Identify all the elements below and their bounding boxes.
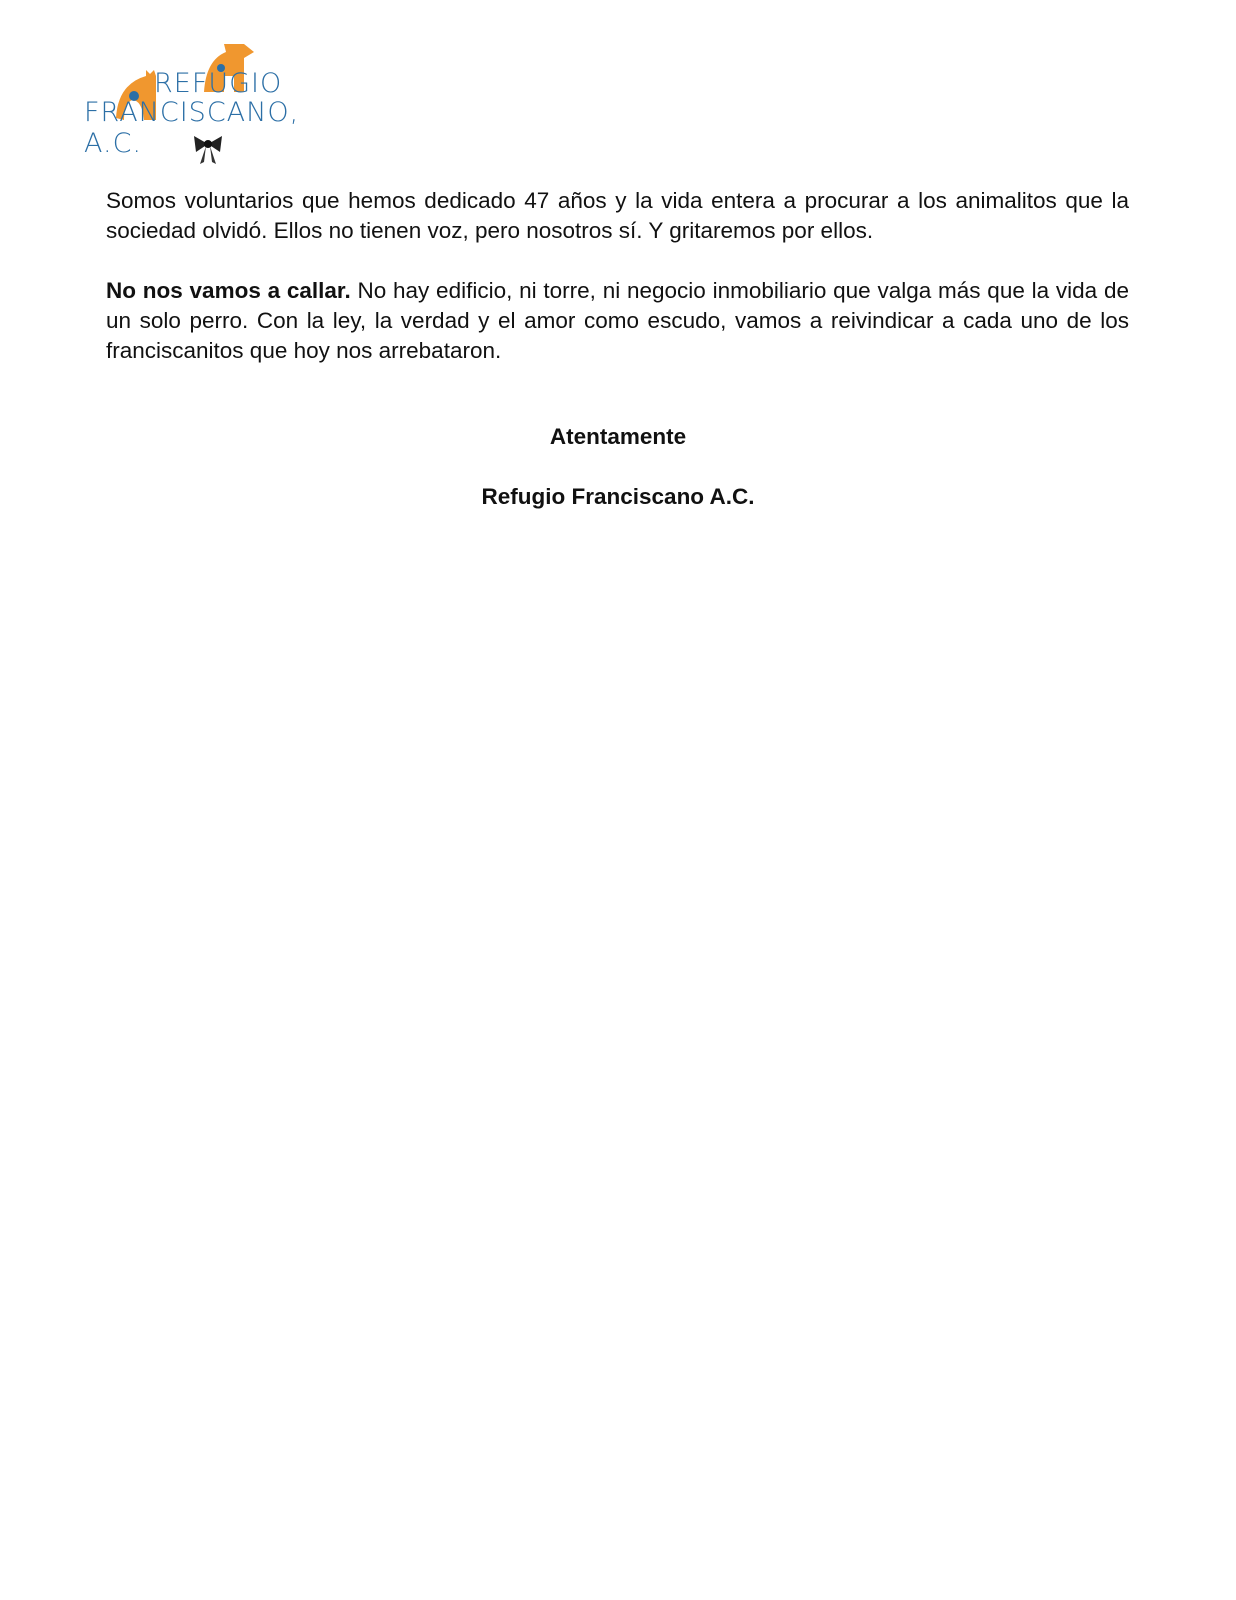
paragraph-1 <box>106 186 1129 246</box>
closing: Atentamente <box>549 424 687 449</box>
refugio-franciscano-logo <box>84 40 354 170</box>
logo-line1: REFUGIO <box>154 68 283 99</box>
letter-body <box>106 186 1129 396</box>
paragraph-2 <box>106 276 1129 366</box>
paragraph-1-text: Somos voluntarios que hemos dedicado 47 años y la vida entera a procurar a los animalitos que la sociedad olvidó. Ellos no tienen voz, pero nosotros sí. Y gritaremos por ellos. <box>106 188 1129 243</box>
paragraph-2-bold: No nos vamos a callar. <box>106 278 351 303</box>
paragraph-2-text: No hay edificio, ni torre, ni negocio inmobiliario que valga más que la vida de un solo perro. Con la ley, la verdad y el amor como escudo, vamos a reivindicar a cada uno de los franciscanitos que hoy nos arrebataron. <box>106 278 1129 363</box>
signature: Refugio Franciscano A.C. <box>481 484 755 509</box>
logo-line2: FRANCISCANO, A.C. <box>84 97 300 159</box>
